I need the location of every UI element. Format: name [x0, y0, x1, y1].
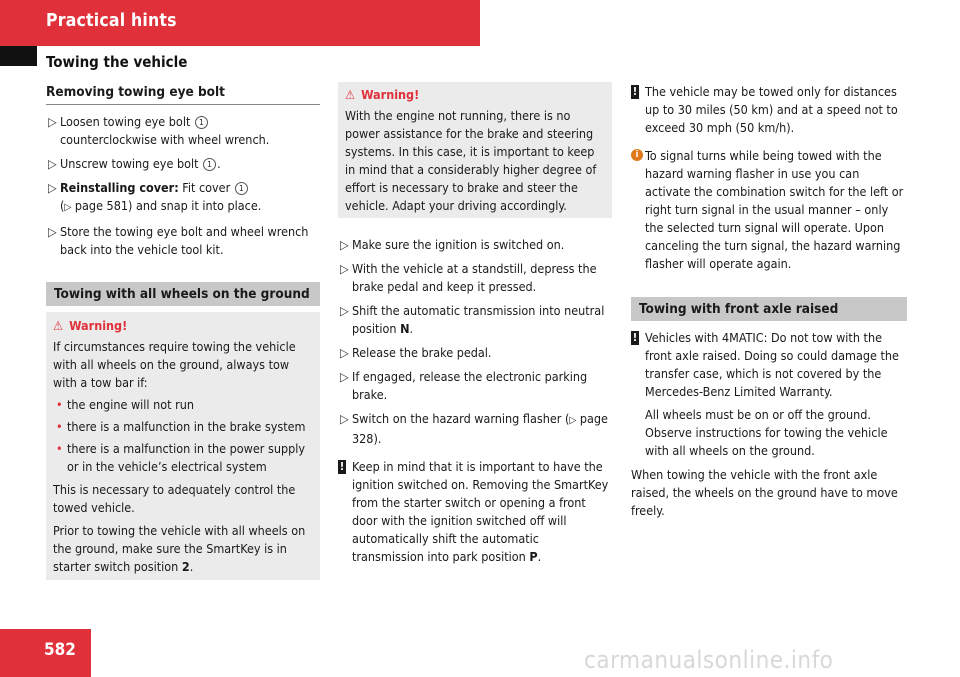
box-all-wheels: [46, 282, 320, 580]
step-arrow-icon: ▷: [48, 114, 57, 129]
chapter-title: Practical hints: [46, 11, 177, 31]
watermark: carmanualsonline.info: [584, 646, 834, 674]
column-2: [338, 82, 612, 566]
warning-box-no-power: ⚠ Warning! With the engine not running, there is no power assistance for the brake and steering systems. In this case, it is important to keep in mind that a considerably higher degree of effort is necessary to brake and steer the vehicle. Adapt your driving accordingly.: [338, 82, 612, 218]
step-ignition-on: ▷ Make sure the ignition is switched on.: [340, 237, 565, 252]
section-marker: [0, 46, 37, 66]
page-ref-link[interactable]: page 581: [74, 198, 129, 213]
page-ref-arrow-icon: ▷: [569, 415, 577, 426]
step-hazard: ▷ Switch on the hazard warning flasher (▷ page 328).: [340, 411, 608, 446]
warning-box-all-wheels: ⚠ Warning! If circumstances require towing the vehicle with all wheels on the ground, always tow with a tow bar if: • the engine will not run • there is a malfunction in the brake system • there is a malfunction in the power supply or in the vehicle’s electrical system This is necessary to adequately control the towed vehicle. Prior to towing the vehicle with all wheels on the ground, make sure the SmartKey is in starter switch position 2.: [46, 312, 320, 580]
note-ignition: ! Keep in mind that it is important to have the ignition switched on. Removing the SmartKey from the starter switch or opening a front door with the ignition switched off will automatically shift the automatic transmission into park position P.: [339, 459, 609, 564]
step-parking-brake: ▷ If engaged, release the electronic parking brake.: [340, 369, 588, 402]
step-loosen: ▷ Loosen towing eye bolt 1 counterclockwise with wheel wrench.: [48, 114, 270, 147]
callout-1-icon: 1: [235, 182, 248, 195]
heading-removing-eye-bolt: Removing towing eye bolt: [46, 83, 320, 105]
step-arrow-icon: ▷: [48, 156, 57, 171]
step-arrow-icon: ▷: [340, 369, 349, 384]
callout-1-icon: 1: [195, 116, 208, 129]
column-1: [46, 83, 320, 259]
caution-icon: !: [339, 460, 345, 473]
caution-icon: !: [632, 331, 638, 344]
step-arrow-icon: ▷: [340, 237, 349, 252]
step-shift-neutral: ▷ Shift the automatic transmission into neutral position N.: [340, 303, 605, 336]
step-unscrew: ▷ Unscrew towing eye bolt 1 .: [48, 156, 221, 171]
note-4matic: ! Vehicles with 4MATIC: Do not tow with the front axle raised. Doing so could damage the transfer case, which is not covered by the Mercedes-Benz Limited Warranty. All wheels must be on or off the ground. Observe instructions for towing the vehicle with all wheels on the ground.: [632, 330, 899, 458]
page-ref-arrow-icon: ▷: [64, 202, 72, 213]
step-reinstall: ▷ Reinstalling cover: Fit cover 1 (▷ page 581) and snap it into place.: [48, 180, 262, 213]
heading-front-axle: Towing with front axle raised: [631, 297, 907, 321]
note-distance-limit: ! The vehicle may be towed only for distances up to 30 miles (50 km) and at a speed not to exceed 30 mph (50 km/h).: [632, 84, 898, 135]
step-arrow-icon: ▷: [48, 224, 57, 239]
step-arrow-icon: ▷: [340, 261, 349, 276]
column-3: [631, 83, 907, 520]
bullet-item: • there is a malfunction in the power supply or in the vehicle’s electrical system: [56, 441, 306, 474]
step-release-brake: ▷ Release the brake pedal.: [340, 345, 492, 360]
step-arrow-icon: ▷: [340, 345, 349, 360]
bullet-item: • the engine will not run: [56, 397, 194, 412]
para-front-axle: When towing the vehicle with the front axle raised, the wheels on the ground have to move freely.: [631, 467, 898, 518]
callout-1-icon: 1: [203, 158, 216, 171]
info-icon: i: [631, 149, 643, 161]
warning-triangle-icon: ⚠: [53, 318, 64, 333]
step-arrow-icon: ▷: [48, 180, 57, 195]
caution-icon: !: [632, 85, 638, 98]
section-title: Towing the vehicle: [46, 53, 188, 71]
page-number: 582: [44, 640, 76, 660]
step-arrow-icon: ▷: [340, 411, 349, 426]
heading-all-wheels: Towing with all wheels on the ground: [46, 282, 320, 306]
warning-triangle-icon: ⚠: [345, 87, 356, 102]
step-arrow-icon: ▷: [340, 303, 349, 318]
step-store: ▷ Store the towing eye bolt and wheel wrench back into the vehicle tool kit.: [48, 224, 309, 257]
bullet-item: • there is a malfunction in the brake system: [56, 419, 306, 434]
step-depress-brake: ▷ With the vehicle at a standstill, depress the brake pedal and keep it pressed.: [340, 261, 597, 294]
info-turn-signal: i To signal turns while being towed with the hazard warning flasher in use you can activate the combination switch for the left or right turn signal in the usual manner – only the selected turn signal will operate. Upon canceling the turn signal, the hazard warning flasher will operate again.: [631, 147, 907, 273]
page-ref-link[interactable]: page 328: [352, 411, 608, 446]
